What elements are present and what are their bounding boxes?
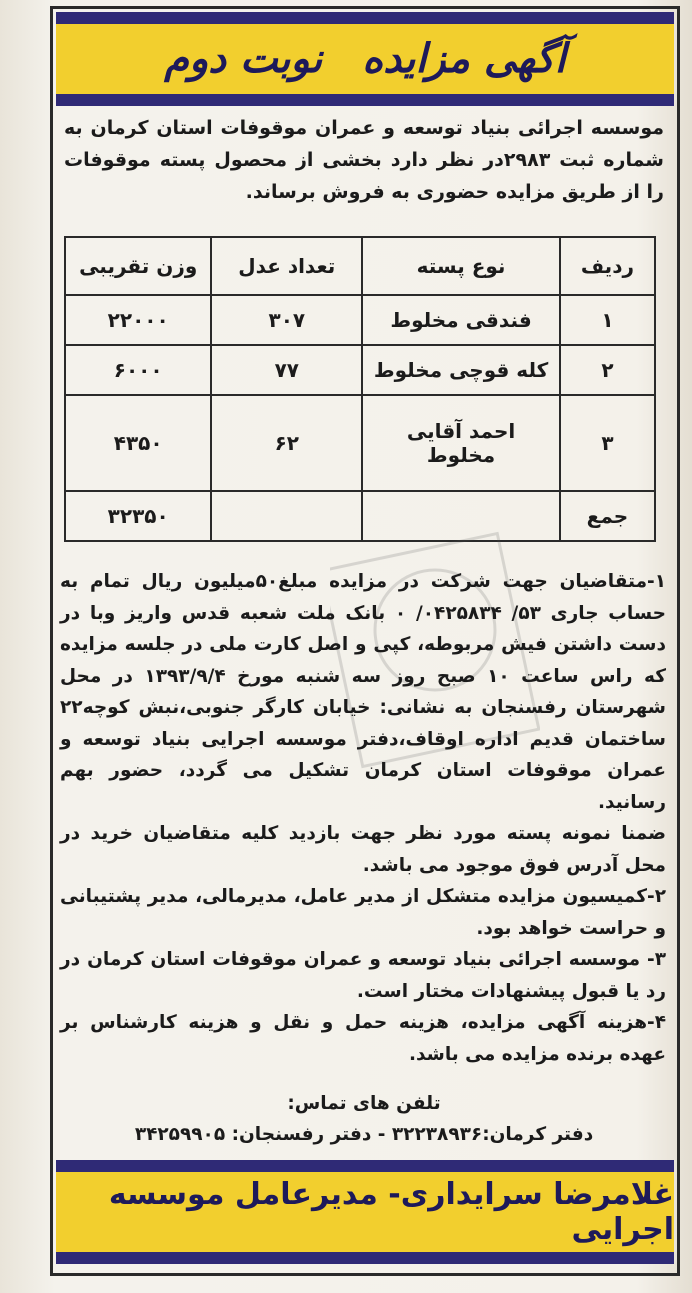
cell-count: ۶۲ (211, 395, 362, 491)
cell-total-weight: ۳۲۳۵۰ (65, 491, 211, 541)
cell-total-label: جمع (560, 491, 655, 541)
cell-type: فندقی مخلوط (362, 295, 560, 345)
cell-count: ۷۷ (211, 345, 362, 395)
intro-paragraph: موسسه اجرائی بنیاد توسعه و عمران موقوفات استان کرمان به شماره ثبت ۲۹۸۳در نظر دارد بخشی از محصول پسته موقوفات را از طریق مزایده حضوری به فروش برساند. (64, 117, 664, 203)
header-banner (56, 12, 674, 106)
cell-row-number: ۱ (560, 295, 655, 345)
conditions-section (60, 566, 666, 1070)
cell-weight: ۲۲۰۰۰ (65, 295, 211, 345)
cell-weight: ۶۰۰۰ (65, 345, 211, 395)
clause-sample: ضمنا نمونه پسته مورد نظر جهت بازدید کلیه متقاضیان خرید در محل آدرس فوق موجود می باشد. (60, 823, 666, 876)
pistachio-table (64, 236, 656, 542)
cell-empty (211, 491, 362, 541)
header-title-box (56, 24, 674, 94)
clause-3: ۳- موسسه اجرائی بنیاد توسعه و عمران موقوفات استان کرمان در رد یا قبول پیشنهادات مختار است. (60, 949, 666, 1002)
table-row (65, 345, 655, 395)
clause-1: ۱-متقاضیان جهت شرکت در مزایده مبلغ۵۰میلیون ریال تمام به حساب جاری ۵۳/ ۰۴۲۵۸۳۴/ ۰ بانک ملت شعبه قدس واریز وبا در دست داشتن فیش مربوطه، کپی و اصل کارت ملی در جلسه مزایده که راس ساعت ۱۰ صبح روز سه شنبه مورخ ۱۳۹۳/۹/۴ در محل شهرستان رفسنجان به نشانی: خیابان کارگر جنوبی،نبش کوچه۲۲ ساختمان قدیم اداره اوقاف،دفتر موسسه اجرایی بنیاد توسعه و عمران موقوفات استان کرمان تشکیل می گردد، حضور بهم رسانید. (60, 571, 667, 813)
table-total-row (65, 491, 655, 541)
cell-row-number: ۳ (560, 395, 655, 491)
clause-2: ۲-کمیسیون مزایده متشکل از مدیر عامل، مدیرمالی، مدیر پشتیبانی و حراست خواهد بود. (60, 886, 666, 939)
contact-phones: دفتر کرمان:۳۲۲۳۸۹۳۶ - دفتر رفسنجان: ۳۴۲۵۹۹۰۵ (134, 1124, 594, 1145)
footer-banner (56, 1160, 674, 1264)
header-count: تعداد عدل (211, 237, 362, 295)
contact-label: تلفن های تماس: (287, 1093, 441, 1114)
cell-empty (362, 491, 560, 541)
cell-type: کله قوچی مخلوط (362, 345, 560, 395)
cell-row-number: ۲ (560, 345, 655, 395)
contact-section (64, 1088, 664, 1150)
table-header-row (65, 237, 655, 295)
signature: غلامرضا سرایداری- مدیرعامل موسسه اجرایی (56, 1172, 674, 1252)
table-row (65, 295, 655, 345)
header-row-number: ردیف (560, 237, 655, 295)
clause-4: ۴-هزینه آگهی مزایده، هزینه حمل و نقل و هزینه کارشناس بر عهده برنده مزایده می باشد. (60, 1012, 666, 1065)
cell-type: احمد آقایی مخلوط (362, 395, 560, 491)
cell-weight: ۴۳۵۰ (65, 395, 211, 491)
header-weight: وزن تقریبی (65, 237, 211, 295)
ad-title: آگهی مزایده (362, 36, 566, 82)
header-type: نوع پسته (362, 237, 560, 295)
cell-count: ۳۰۷ (211, 295, 362, 345)
table-row (65, 395, 655, 491)
ad-subtitle: نوبت دوم (164, 36, 323, 82)
